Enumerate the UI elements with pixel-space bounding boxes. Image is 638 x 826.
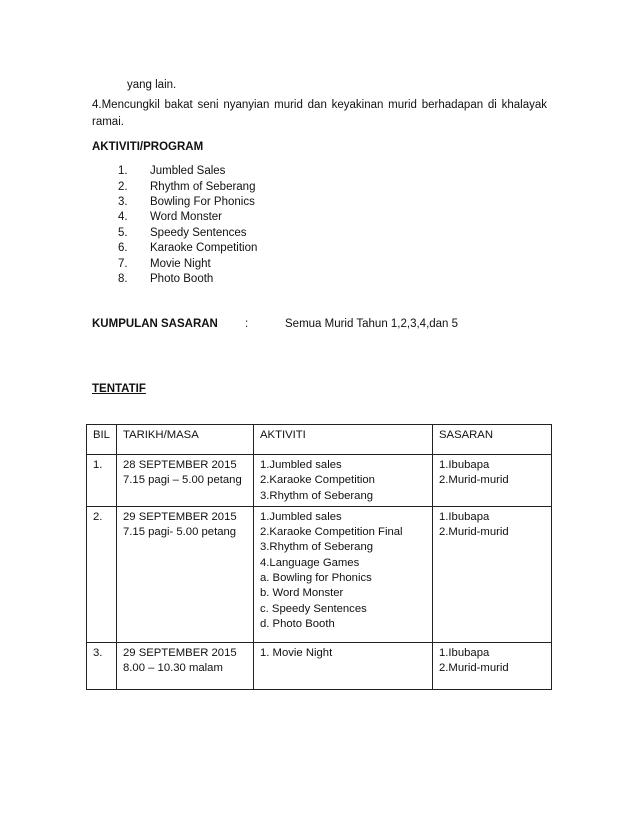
table-header-row [87,425,552,455]
list-item-label: Bowling For Phonics [150,196,255,208]
cell-line: 2.Karaoke Competition [260,474,375,487]
cell-sasaran [433,455,552,507]
cell-line: 1.Jumbled sales [260,459,342,471]
cell-bil: 2. [87,506,117,642]
header-tarikh: TARIKH/MASA [117,425,254,455]
list-item-label: Rhythm of Seberang [150,181,256,193]
cell-line: 2.Karaoke Competition Final [260,526,403,539]
cell-line: 1.Ibubapa [439,510,490,523]
cell-bil: 1. [87,455,117,507]
list-item-label: Jumbled Sales [150,165,226,177]
sasaran-label: KUMPULAN SASARAN [92,318,218,330]
intro-line-1: yang lain. [127,79,177,91]
list-item-label: Movie Night [150,258,211,270]
tentatif-table [86,424,552,690]
list-item-number: 5. [118,227,128,239]
cell-line: 3.Rhythm of Seberang [260,541,374,554]
cell-line: 8.00 – 10.30 malam [123,662,223,675]
cell-tarikh [117,506,254,642]
cell-aktiviti [254,455,433,507]
list-item-label: Speedy Sentences [150,227,247,239]
list-item-number: 3. [118,196,128,208]
table-row [87,455,552,507]
sasaran-colon: : [245,318,249,330]
cell-aktiviti [254,642,433,689]
cell-tarikh [117,455,254,507]
cell-line: 7.15 pagi – 5.00 petang [123,474,242,487]
cell-line: 2.Murid-murid [439,474,509,487]
cell-line: d. Photo Booth [260,617,335,630]
tentatif-heading: TENTATIF [92,383,146,395]
cell-line: 3.Rhythm of Seberang [260,489,374,502]
list-item-label: Karaoke Competition [150,242,258,254]
cell-line: 7.15 pagi- 5.00 petang [123,526,237,539]
cell-line: b. Word Monster [260,587,344,600]
header-sasaran: SASARAN [433,425,552,455]
intro-line-3: ramai. [92,116,124,128]
cell-line: 1.Ibubapa [439,646,490,659]
aktiviti-heading: AKTIVITI/PROGRAM [92,141,204,153]
table-row [87,506,552,642]
cell-line: 28 SEPTEMBER 2015 [123,459,237,471]
cell-aktiviti [254,506,433,642]
list-item-number: 4. [118,211,128,223]
cell-line: 1. Movie Night [260,646,333,659]
sasaran-value: Semua Murid Tahun 1,2,3,4,dan 5 [285,318,459,330]
table-row [87,642,552,689]
list-item-number: 8. [118,273,128,285]
cell-line: 29 SEPTEMBER 2015 [123,510,237,523]
header-aktiviti: AKTIVITI [254,425,433,455]
list-item-label: Word Monster [150,211,223,223]
cell-line: 4.Language Games [260,556,360,569]
cell-line: a. Bowling for Phonics [260,572,372,585]
cell-line: 2.Murid-murid [439,662,509,675]
cell-tarikh [117,642,254,689]
header-bil: BIL [87,425,117,455]
cell-line: c. Speedy Sentences [260,602,367,615]
cell-line: 1.Ibubapa [439,459,490,471]
cell-line: 1.Jumbled sales [260,510,342,523]
cell-sasaran [433,506,552,642]
list-item-number: 6. [118,242,128,254]
cell-line: 2.Murid-murid [439,526,509,539]
cell-line: 29 SEPTEMBER 2015 [123,646,237,659]
list-item-number: 2. [118,181,128,193]
cell-sasaran [433,642,552,689]
cell-bil: 3. [87,642,117,689]
intro-line-2: 4.Mencungkil bakat seni nyanyian murid dan keyakinan murid berhadapan di khalayak [92,99,547,111]
list-item-label: Photo Booth [150,273,214,285]
list-item-number: 7. [118,258,128,270]
list-item-number: 1. [118,165,128,177]
